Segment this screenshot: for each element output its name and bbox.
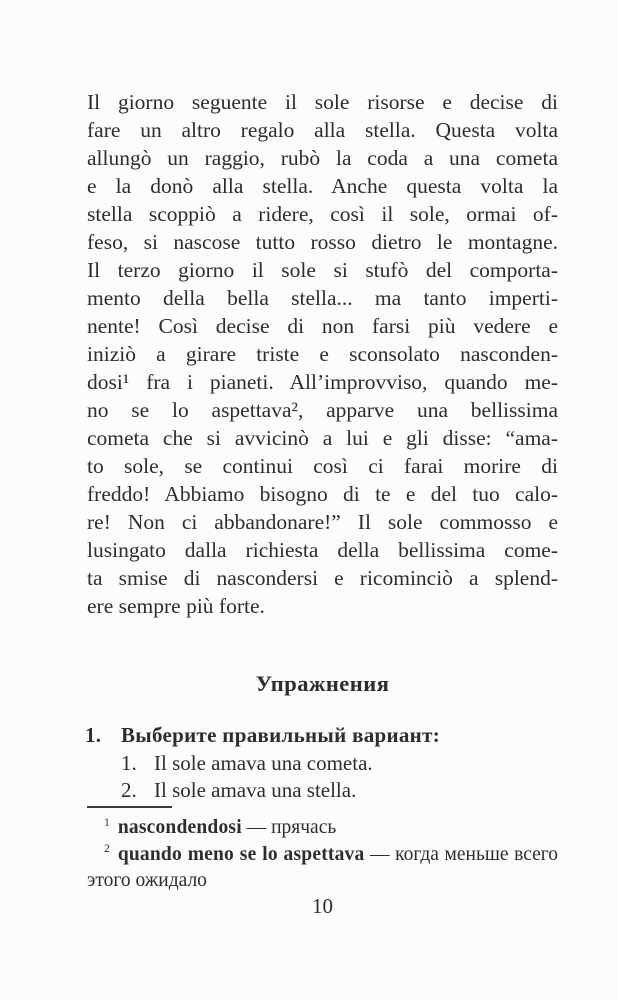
option-number: 2. xyxy=(121,778,137,802)
story-line: feso, si nascose tutto rosso dietro le montagne. xyxy=(87,230,558,254)
option-text: Il sole amava una cometa. xyxy=(154,750,373,775)
footnote-2-definition: — когда меньше всего xyxy=(364,843,558,865)
story-line: dosi¹ fra i pianeti. All’improvviso, quando me- xyxy=(87,370,558,394)
footnotes-block xyxy=(87,806,558,895)
exercise-number: 1. xyxy=(85,723,102,747)
exercise-options xyxy=(121,750,558,805)
exercise-1 xyxy=(85,722,558,805)
footnote-divider xyxy=(87,806,172,808)
footnote-1-term: nascondendosi xyxy=(117,817,242,838)
exercise-title-row xyxy=(85,722,558,750)
footnote-1 xyxy=(87,815,558,842)
story-line: ta smise di nascondersi e ricominciò a splend- xyxy=(87,566,558,590)
option-number: 1. xyxy=(121,750,137,775)
footnote-2-line-2: этого ожидало xyxy=(87,870,207,891)
exercise-title: Выберите правильный вариант: xyxy=(121,723,440,747)
page-number: 10 xyxy=(312,894,333,918)
story-line: iniziò a girare triste e sconsolato nasconden- xyxy=(87,342,558,366)
story-line: nente! Così decise di non farsi più vedere e xyxy=(87,314,558,338)
story-line: fare un altro regalo alla stella. Questa volta xyxy=(87,118,558,142)
story-line: lusingato dalla richiesta della bellissima come- xyxy=(87,538,558,562)
exercise-option-1 xyxy=(121,750,558,778)
footnote-2-line-1 xyxy=(87,842,558,869)
story-paragraph xyxy=(87,88,558,620)
footnote-2-term: quando meno se lo aspettava xyxy=(117,843,365,865)
story-line: cometa che si avvicinò a lui e gli disse: “ama- xyxy=(87,426,558,450)
story-line: Il giorno seguente il sole risorse e decise di xyxy=(87,90,558,114)
section-heading: Упражнения xyxy=(255,671,390,696)
option-text: Il sole amava una stella. xyxy=(154,778,357,802)
footnote-1-marker: 1 xyxy=(104,815,110,829)
story-line: to sole, se continui così ci farai morire di xyxy=(87,454,558,478)
story-line: Il terzo giorno il sole si stufò del comporta- xyxy=(87,258,558,282)
story-line: re! Non ci abbandonare!” Il sole commosso e xyxy=(87,510,558,534)
story-line: no se lo aspettava², apparve una bellissima xyxy=(87,398,558,422)
story-line: freddo! Abbiamo bisogno di te e del tuo calo- xyxy=(87,482,558,506)
exercise-option-2 xyxy=(121,777,558,805)
story-line: allungò un raggio, rubò la coda a una cometa xyxy=(87,146,558,170)
story-line: ere sempre più forte. xyxy=(87,594,265,618)
story-line: mento della bella stella... ma tanto imperti- xyxy=(87,286,558,310)
footnote-1-definition: — прячась xyxy=(241,817,337,838)
story-line: stella scoppiò a ridere, così il sole, ormai of- xyxy=(87,202,558,226)
footnote-2-marker: 2 xyxy=(104,842,110,855)
story-line: e la donò alla stella. Anche questa volta la xyxy=(87,174,558,198)
